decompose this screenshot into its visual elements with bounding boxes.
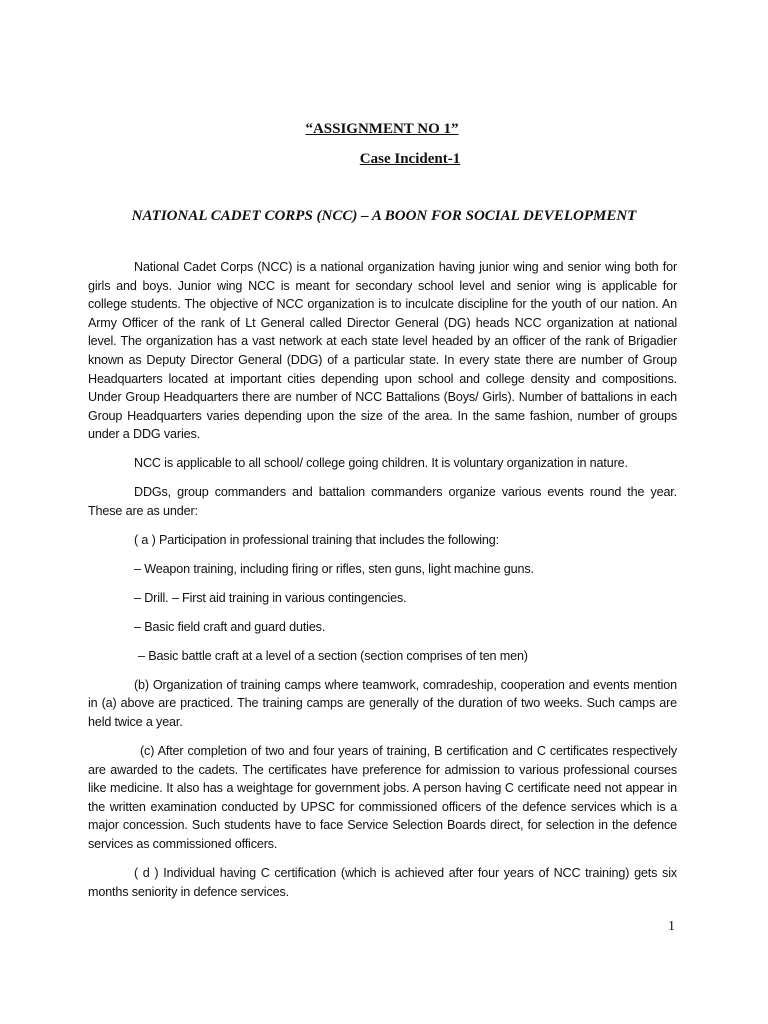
paragraph-seniority: ( d ) Individual having C certification (which is achieved after four years of NCC training) gets six months seniority in defence services.	[88, 865, 677, 899]
document-subtitle: NATIONAL CADET CORPS (NCC) – A BOON FOR SOCIAL DEVELOPMENT	[131, 208, 637, 224]
paragraph-ncc-overview: National Cadet Corps (NCC) is a national organization having junior wing and senior wing both for girls and boys. Junior wing NCC is meant for secondary school level and senior wing is applicable for college students. The objective of NCC organization is to inculcate discipline for the youth of our nation. An Army Officer of the rank of Lt General called Director General (DG) heads NCC organization at national level. The organization has a vast network at each state level headed by an officer of the rank of Brigadier known as Deputy Director General (DDG) of a particular state. In every state there are number of Group Headquarters located at important cities depending upon school and college density and compositions. Under Group Headquarters there are number of NCC Battalions (Boys/ Girls). Number of battalions in each Group Headquarters varies depending upon the size of the area. In the same fashion, number of groups under a DDG varies.	[88, 260, 677, 442]
assignment-title: “ASSIGNMENT NO 1”	[305, 121, 459, 137]
list-item-battle-craft: – Basic battle craft at a level of a section (section comprises of ten men)	[138, 648, 528, 663]
list-item-professional-training: ( a ) Participation in professional training that includes the following:	[134, 532, 499, 547]
paragraph-voluntary-nature: NCC is applicable to all school/ college going children. It is voluntary organization in nature.	[134, 456, 628, 471]
list-item-drill: – Drill. – First aid training in various contingencies.	[134, 590, 407, 605]
list-item-field-craft: – Basic field craft and guard duties.	[134, 619, 326, 634]
paragraph-events-intro: DDGs, group commanders and battalion commanders organize various events round the year. These are as under:	[88, 485, 677, 518]
paragraph-certificates: (c) After completion of two and four years of training, B certification and C certificates respectively are awarded to the cadets. The certificates have preference for admission to various professional courses like medicine. It also has a weightage for government jobs. A person having C certificate need not appear in the written examination conducted by UPSC for commissioned officers of the defence services which is a major concession. Such students have to face Service Selection Boards direct, for selection in the defence services as commissioned officers.	[88, 743, 677, 851]
paragraph-training-camps: (b) Organization of training camps where teamwork, comradeship, cooperation and events mention in (a) above are practiced. The training camps are generally of the duration of two weeks. Such camps are held twice a year.	[88, 677, 677, 729]
case-incident-heading: Case Incident-1	[359, 151, 461, 167]
document-body	[88, 258, 677, 912]
list-item-weapon-training: – Weapon training, including firing or rifles, sten guns, light machine guns.	[134, 561, 534, 576]
page-number: 1	[668, 919, 675, 934]
